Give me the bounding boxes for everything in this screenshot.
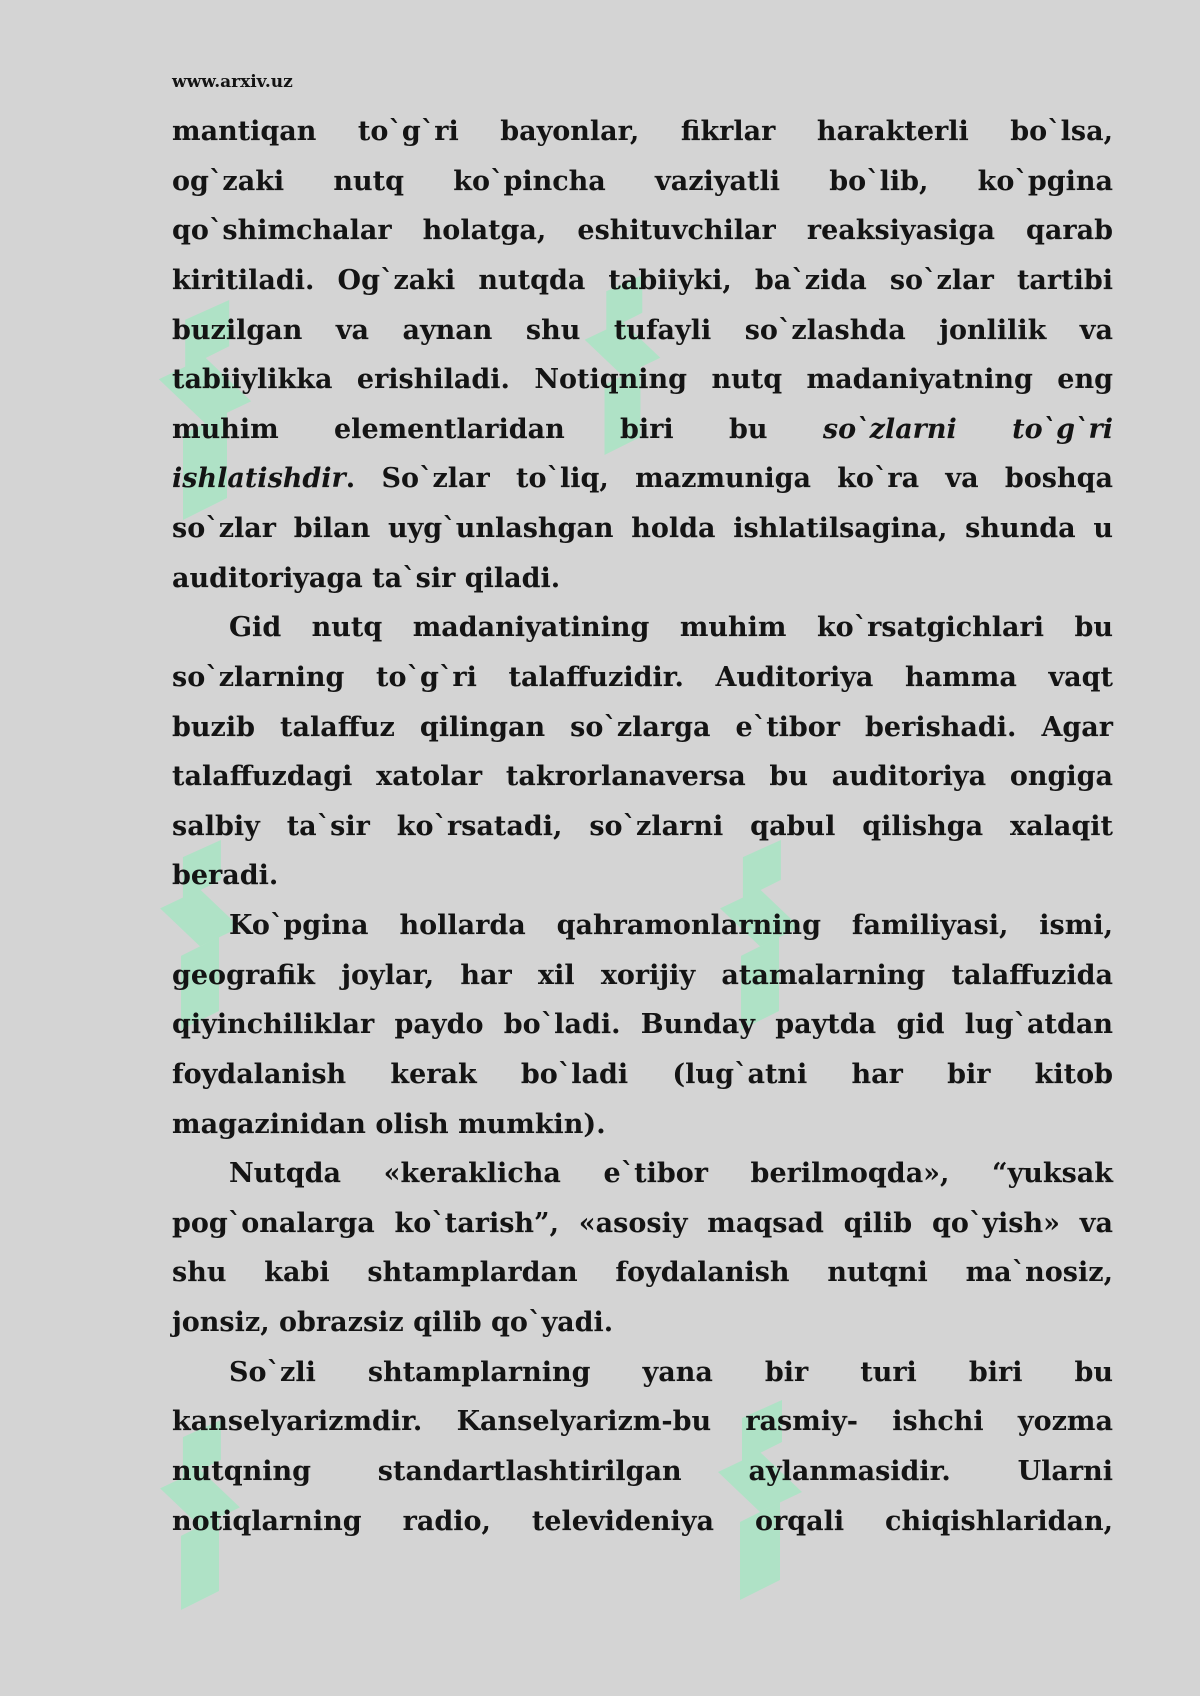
line-text: qiyinchiliklar paydo bo`ladi. Bunday paytda gid lug`atdan [172,1009,1113,1041]
text-line [172,1199,1113,1249]
line-text: buzib talaffuz qilingan so`zlarga e`tibor berishadi. Agar [172,711,1113,743]
site-header: www.arxiv.uz [172,72,293,92]
line-text: So`zli shtamplarning yana bir turi biri bu [229,1356,1113,1388]
text-line [172,1298,1113,1348]
line-text-segment: muhim elementlaridan biri bu [172,413,823,445]
line-text: so`zlar bilan uyg`unlashgan holda ishlatilsagina, shunda u [172,513,1113,544]
text-line [172,1100,1113,1150]
line-text: beradi. [172,860,279,892]
line-text: foydalanish kerak bo`ladi (lug`atni har bir kitob [172,1058,1113,1090]
line-text: qo`shimchalar holatga, eshituvchilar reaksiyasiga qarab [172,215,1113,247]
line-text: geografik joylar, har xil xorijiy atamalarning talaffuzida [172,959,1113,991]
line-text: salbiy ta`sir ko`rsatadi, so`zlarni qabul qilishga xalaqit [172,810,1113,842]
text-line [172,653,1113,703]
line-text: buzilgan va aynan shu tufayli so`zlashda jonlilik va [172,314,1113,346]
line-text: Gid nutq madaniyatining muhim ko`rsatgichlari bu [229,612,1113,644]
text-line [172,554,1113,604]
text-line [172,1000,1113,1050]
line-text: notiqlarning radio, televideniya orqali chiqishlaridan, [172,1505,1113,1537]
text-line [172,504,1113,554]
text-line [172,1050,1113,1100]
text-line [172,1447,1113,1497]
text-line [172,951,1113,1001]
paragraph [172,1149,1113,1348]
text-line [172,157,1113,207]
paragraph [172,1348,1113,1547]
emphasis-text: ishlatishdir [172,463,346,495]
line-text: so`zlarning to`g`ri talaffuzidir. Auditoriya hamma vaqt [172,661,1113,693]
text-line [172,306,1113,356]
line-text: shu kabi shtamplardan foydalanish nutqni ma`nosiz, [172,1257,1113,1289]
line-text: kiritiladi. Og`zaki nutqda tabiiyki, ba`zida so`zlar tartibi [172,264,1113,296]
line-text-segment: . So`zlar to`liq, mazmuniga ko`ra va boshqa [345,463,1113,495]
line-text: og`zaki nutq ko`pincha vaziyatli bo`lib, ko`pgina [172,165,1113,197]
line-text: nutqning standartlashtirilgan aylanmasidir. Ularni [172,1455,1113,1487]
text-line [172,851,1113,901]
text-line [172,603,1113,653]
text-line [172,703,1113,753]
text-line [172,1149,1113,1199]
text-line [172,1497,1113,1547]
paragraph [172,603,1113,901]
line-text: Ko`pgina hollarda qahramonlarning familiyasi, ismi, [229,910,1113,941]
line-text [172,405,1113,455]
line-text: jonsiz, obrazsiz qilib qo`yadi. [172,1307,614,1338]
text-line [172,1348,1113,1398]
text-line [172,802,1113,852]
line-text: Nutqda «keraklicha e`tibor berilmoqda», “yuksak [229,1158,1113,1190]
text-line [172,405,1113,455]
line-text: magazinidan olish mumkin). [172,1108,606,1140]
line-text: auditoriyaga ta`sir qiladi. [172,562,561,594]
text-line [172,107,1113,157]
text-line [172,901,1113,951]
text-line [172,1397,1113,1447]
line-text: kanselyarizmdir. Kanselyarizm-bu rasmiy- ishchi yozma [172,1406,1113,1438]
line-text: talaffuzdagi xatolar takrorlanaversa bu auditoriya ongiga [172,761,1113,793]
paragraph [172,901,1113,1149]
emphasis-text: so`zlarni to`g`ri [822,413,1113,445]
line-text: pog`onalarga ko`tarish”, «asosiy maqsad qilib qo`yish» va [172,1207,1113,1239]
line-text [172,454,1113,504]
paragraph [172,107,1113,603]
text-line [172,454,1113,504]
line-text: tabiiylikka erishiladi. Notiqning nutq madaniyatning eng [172,364,1113,396]
text-line [172,206,1113,256]
text-line [172,1248,1113,1298]
body-text [172,107,1113,1546]
text-line [172,355,1113,405]
text-line [172,256,1113,306]
line-text: mantiqan to`g`ri bayonlar, fikrlar harakterli bo`lsa, [172,116,1113,147]
text-line [172,752,1113,802]
